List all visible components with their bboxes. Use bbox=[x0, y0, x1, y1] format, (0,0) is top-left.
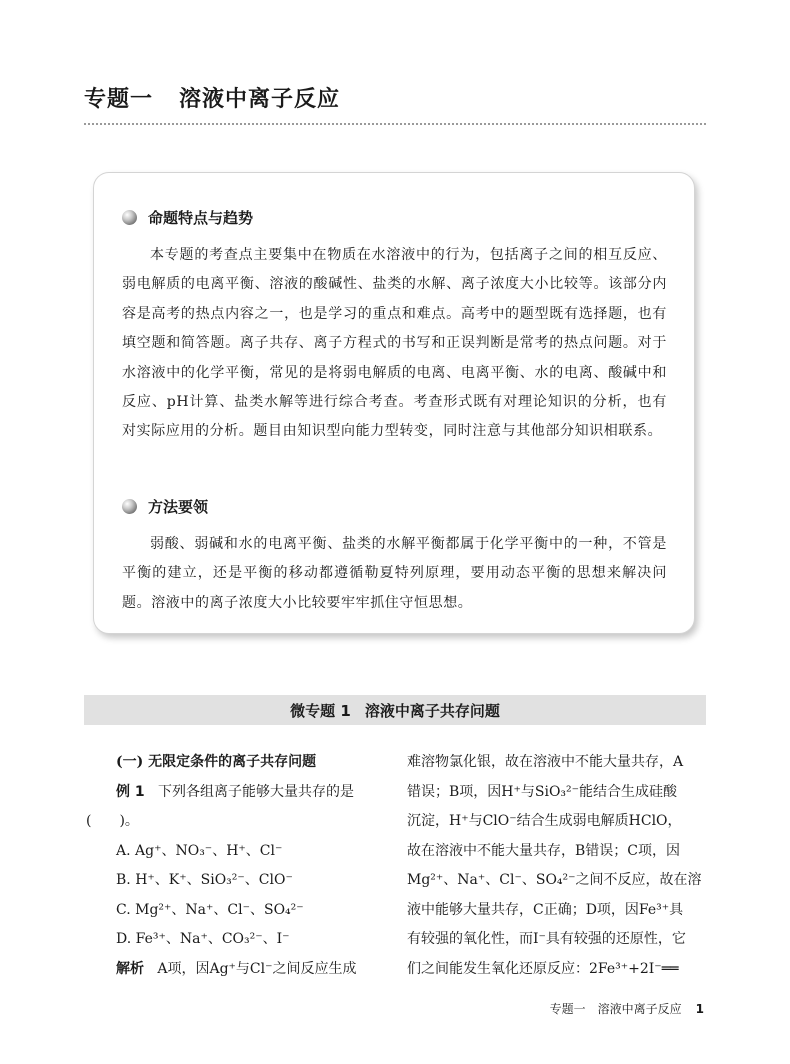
analysis-line: 们之间能发生氧化还原反应：2Fe³⁺+2I⁻══ bbox=[407, 960, 679, 977]
option-d: D. Fe³⁺、Na⁺、CO₃²⁻、I⁻ bbox=[116, 931, 290, 947]
analysis-line: 液中能够大量共存，C正确；D项，因Fe³⁺具 bbox=[407, 901, 684, 918]
analysis-label: 解析 bbox=[116, 960, 144, 977]
chapter-title bbox=[84, 82, 340, 113]
micro-topic-label: 微专题 1 bbox=[290, 701, 351, 720]
example-label: 例 1 bbox=[116, 783, 145, 800]
right-column bbox=[407, 748, 707, 984]
analysis-text: A项，因Ag⁺与Cl⁻之间反应生成 bbox=[157, 960, 357, 977]
sphere-bullet-icon bbox=[122, 499, 137, 514]
micro-topic-bar bbox=[84, 695, 706, 725]
example-text: 下列各组离子能够大量共存的是 bbox=[157, 783, 354, 800]
chapter-name: 溶液中离子反应 bbox=[179, 87, 341, 112]
page-footer bbox=[550, 1000, 704, 1017]
example-line bbox=[86, 778, 386, 808]
analysis-line: 沉淀，H⁺与ClO⁻结合生成弱电解质HClO， bbox=[407, 813, 682, 829]
trend-heading bbox=[122, 207, 253, 228]
analysis-line: Mg²⁺、Na⁺、Cl⁻、SO₄²⁻之间不反应，故在溶 bbox=[407, 872, 702, 888]
micro-topic-title: 溶液中离子共存问题 bbox=[364, 701, 500, 720]
chapter-label: 专题一 bbox=[84, 87, 154, 112]
method-heading-text: 方法要领 bbox=[148, 498, 209, 516]
trend-paragraph: 本专题的考查点主要集中在物质在水溶液中的行为，包括离子之间的相互反应、弱电解质的电离平衡、溶液的酸碱性、盐类的水解、离子浓度大小比较等。该部分内容是高考的热点内容之一，也是学习的重点和难点。高考中的题型既有选择题，也有填空题和简答题。离子共存、离子方程式的书写和正误判断是常考的热点问题。对于水溶液中的化学平衡，常见的是将弱电解质的电离、电离平衡、水的电离、酸碱中和反应、pH计算、盐类水解等进行综合考查。考查形式既有对理论知识的分析，也有对实际应用的分析。题目由知识型向能力型转变，同时注意与其他部分知识相联系。 bbox=[122, 247, 667, 440]
method-heading bbox=[122, 496, 208, 517]
analysis-line: 难溶物氯化银，故在溶液中不能大量共存，A bbox=[407, 754, 684, 770]
option-b: B. H⁺、K⁺、SiO₃²⁻、ClO⁻ bbox=[116, 872, 293, 888]
analysis-line: 故在溶液中不能大量共存，B错误；C项，因 bbox=[407, 842, 680, 859]
footer-chapter-title: 溶液中离子反应 bbox=[597, 1002, 682, 1016]
title-divider bbox=[84, 123, 706, 125]
section-subheading: (一) 无限定条件的离子共存问题 bbox=[116, 754, 317, 770]
option-a: A. Ag⁺、NO₃⁻、H⁺、Cl⁻ bbox=[116, 842, 283, 859]
left-column bbox=[86, 748, 386, 984]
analysis-line bbox=[86, 955, 386, 985]
footer-chapter-label: 专题一 bbox=[549, 1002, 586, 1016]
method-paragraph: 弱酸、弱碱和水的电离平衡、盐类的水解平衡都属于化学平衡中的一种，不管是平衡的建立，还是平衡的移动都遵循勒夏特列原理，要用动态平衡的思想来解决问题。溶液中的离子浓度大小比较要牢牢抓住守恒思想。 bbox=[122, 536, 667, 611]
option-c: C. Mg²⁺、Na⁺、Cl⁻、SO₄²⁻ bbox=[116, 901, 304, 918]
analysis-line: 有较强的氧化性，而I⁻具有较强的还原性，它 bbox=[407, 931, 686, 947]
page-number: 1 bbox=[695, 1001, 704, 1016]
sphere-bullet-icon bbox=[122, 210, 137, 225]
analysis-line: 错误；B项，因H⁺与SiO₃²⁻能结合生成硅酸 bbox=[407, 783, 678, 800]
trend-heading-text: 命题特点与趋势 bbox=[148, 209, 254, 227]
example-blank: ( )。 bbox=[86, 813, 139, 829]
